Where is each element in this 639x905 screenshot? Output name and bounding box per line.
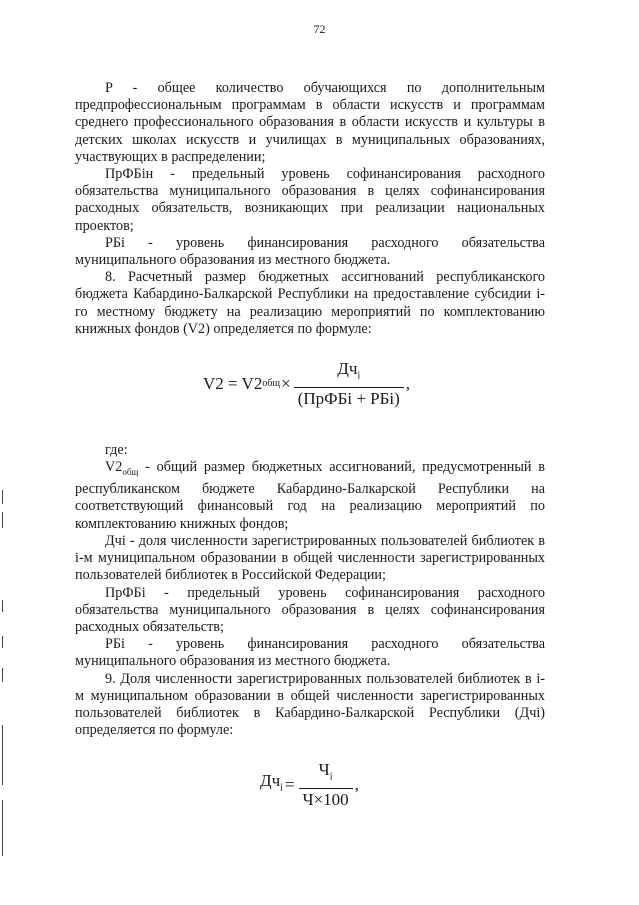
formula2-eq: =: [284, 775, 295, 795]
paragraph-item-8: 8. Расчетный размер бюджетных ассигнований республиканского бюджета Кабардино-Балкарской Республики на предоставление субсидии i-го местному бюджету на реализацию мероприятий по комплектованию книжных фондов (V2) определяется по формуле:: [75, 269, 545, 337]
scan-mark: [2, 512, 3, 528]
formula-tail: ,: [405, 373, 411, 393]
formula-lhs-sub: общ: [262, 377, 281, 389]
paragraph-prfbin-definition: ПрФБiн - предельный уровень софинансирования расходного обязательства муниципального образования в целях софинансирования расходных обязательств, возникающих при реализации национальных проектов;: [75, 166, 545, 234]
formula2-tail: ,: [354, 775, 359, 795]
formula-v2: [75, 338, 545, 430]
paragraph-item-9: 9. Доля численности зарегистрированных пользователей библиотек в i-м муниципальном образовании в общей численности зарегистрированных пользователей библиотек в Кабардино-Балкарской Республики (Дчi) определяется по формуле:: [75, 670, 545, 739]
formula2-fraction: [299, 761, 353, 808]
formula-numerator: $Дч_i$: [337, 359, 361, 382]
formula-dchi: [75, 739, 545, 831]
scan-mark: [2, 490, 3, 504]
definition-rbi: РБi - уровень финансирования расходного обязательства муниципального образования из местного бюджета.: [75, 636, 545, 670]
formula-fraction: [294, 360, 404, 407]
paragraph-p-definition: P - общее количество обучающихся по дополнительным предпрофессиональным программам в области искусств и программам среднего профессионального образования в области искусств и культуры в детских школах искусств и училищах в муниципальных образованиях, участвующих в распределении;: [75, 80, 545, 165]
definition-dchi: Дчi - доля численности зарегистрированных пользователей библиотек в i-м муниципальном образовании в общей численности зарегистрированных пользователей библиотек в Российской Федерации;: [75, 532, 545, 584]
document-body: [75, 80, 545, 831]
scan-mark: [2, 725, 3, 785]
formula2-lhs: $Дч_i$: [260, 771, 283, 794]
paragraph-rbi-definition: РБi - уровень финансирования расходного обязательства муниципального образования из местного бюджета.: [75, 234, 545, 269]
formula2-numerator: $Ч_i$: [318, 760, 333, 783]
formula2-denominator: Ч×100: [299, 788, 353, 808]
formula-denominator: (ПрФБi + РБi): [294, 387, 404, 407]
formula-lhs: V2 = V2: [203, 373, 263, 393]
formula-times: ×: [281, 373, 291, 393]
scan-mark: [2, 668, 3, 682]
scan-mark: [2, 636, 3, 648]
where-label: где:: [105, 442, 128, 459]
definition-prfbi: ПрФБi - предельный уровень софинансирования расходного обязательства муниципального образования в целях софинансирования расходных обязательств;: [75, 584, 545, 635]
definition-v2-total: $V2_{общ}$ - общий размер бюджетных ассигнований, предусмотренный в республиканском бюджете Кабардино-Балкарской Республики на соответствующий финансовый год на реализацию мероприятий по комплектованию книжных фондов;: [75, 459, 545, 532]
scan-mark: [2, 600, 3, 612]
page-number: 72: [313, 22, 326, 36]
scan-mark: [2, 800, 3, 856]
